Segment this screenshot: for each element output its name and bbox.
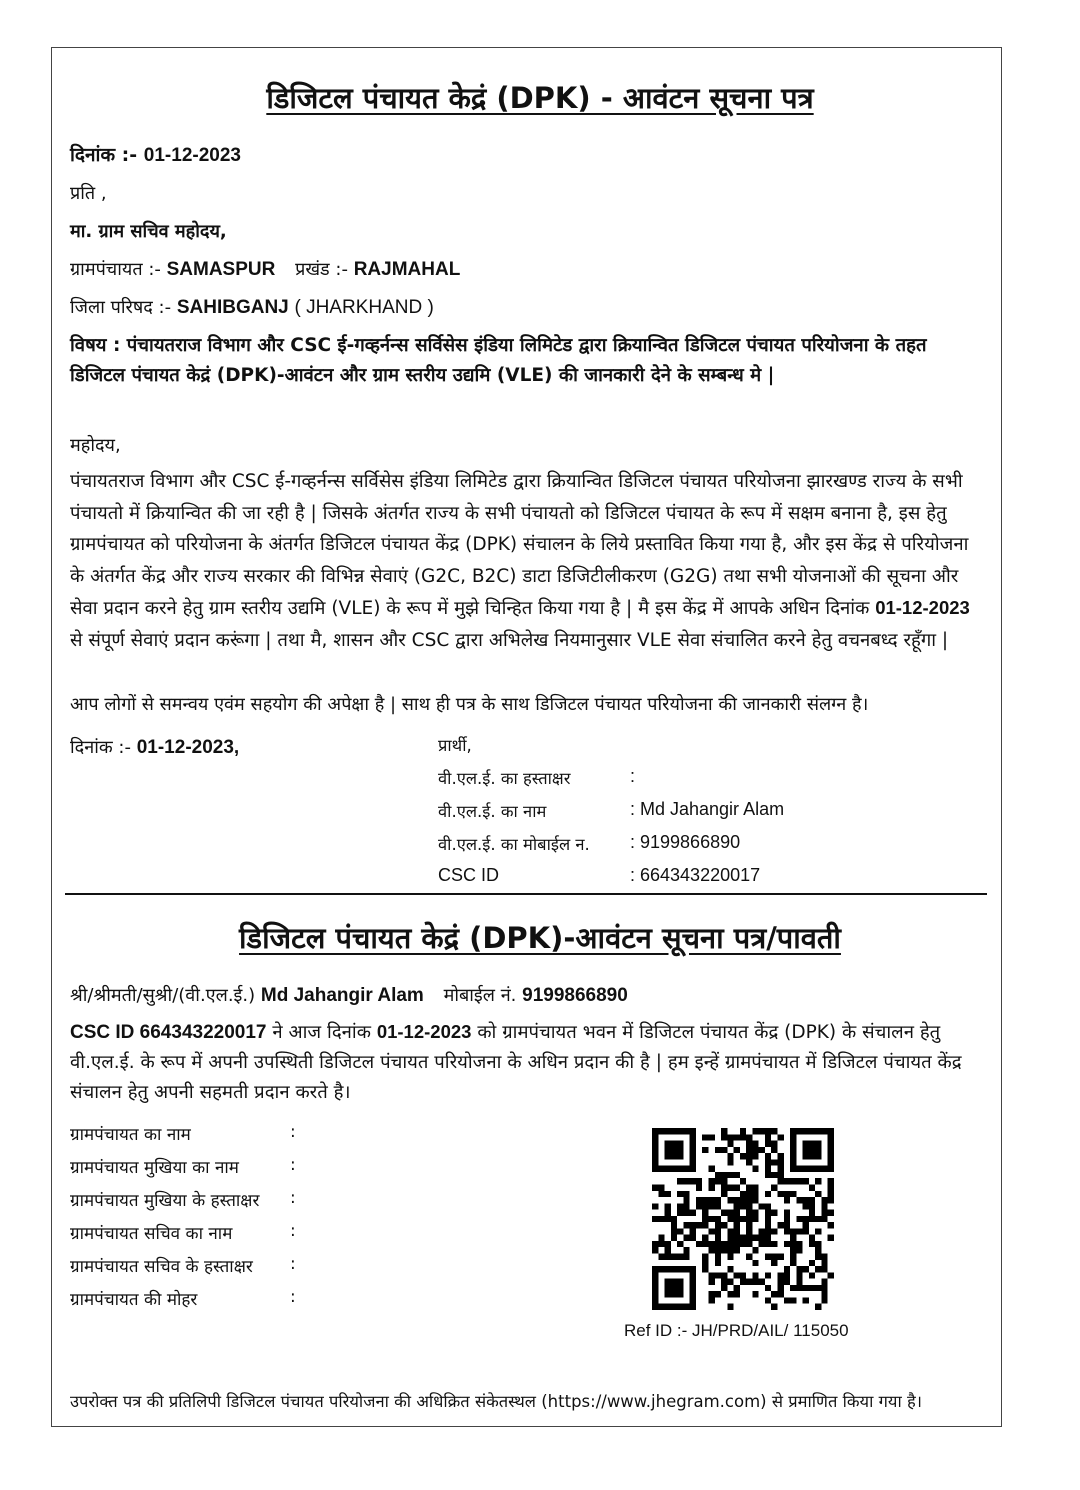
field-colon: : bbox=[290, 1155, 296, 1175]
date-label: दिनांक :- bbox=[70, 144, 138, 166]
honorific: श्री/श्रीमती/सुश्री/(वी.एल.ई.) bbox=[70, 985, 256, 1006]
vle-sign-label: वी.एल.ई. का हस्ताक्षर bbox=[438, 769, 571, 788]
mobile-label: मोबाईल नं. bbox=[443, 985, 517, 1006]
applicant-label: प्रार्थी, bbox=[438, 736, 472, 755]
gram-label: ग्रामपंचायत :- bbox=[70, 259, 161, 280]
receipt-title: डिजिटल पंचायत केद्रं (DPK)-आवंटन सूचना पत्र/पावती bbox=[239, 921, 841, 955]
body-date: 01-12-2023 bbox=[875, 597, 970, 618]
field-colon: : bbox=[290, 1287, 296, 1307]
ack-text-1: ने आज दिनांक bbox=[272, 1022, 371, 1043]
field-label: ग्रामपंचायत मुखिया का नाम bbox=[70, 1158, 239, 1178]
field-label: ग्रामपंचायत मुखिया के हस्ताक्षर bbox=[70, 1191, 260, 1211]
csc-id-label: CSC ID bbox=[438, 865, 500, 885]
field-label: ग्रामपंचायत की मोहर bbox=[70, 1290, 198, 1310]
sign-date-label: दिनांक :- bbox=[70, 737, 131, 758]
block-label: प्रखंड :- bbox=[295, 259, 348, 280]
gram-block-line bbox=[70, 257, 460, 281]
vle-name-label: वी.एल.ई. का नाम bbox=[438, 802, 547, 821]
body-text-2: से संपूर्ण सेवाएं प्रदान करूंगा | तथा मै, शासन और CSC द्वारा अभिलेख नियमानुसार VLE सेवा संचालित करने हेतु वचनबध्द रहूँगा | bbox=[70, 629, 949, 651]
gram-value: SAMASPUR bbox=[166, 259, 276, 280]
ack-text-2: को ग्रामपंचायत भवन में डिजिटल पंचायत केंद्र (DPK) के संचालन हेतु वी.एल.ई. के रूप में अपनी उपस्थिती डिजिटल पंचायत परियोजना के अधिन प्रदान की है | हम इन्हें ग्रामपंचायत में डिजिटल पंचायत केंद्र संचालन हेतु अपनी सहमती प्रदान करते है। bbox=[70, 1022, 962, 1103]
district-line bbox=[70, 295, 434, 319]
district-value: SAHIBGANJ bbox=[176, 297, 289, 318]
vle-name: Md Jahangir Alam bbox=[260, 985, 424, 1006]
csc-id-value: : 664343220017 bbox=[630, 865, 761, 885]
mobile-value: 9199866890 bbox=[522, 985, 628, 1006]
vle-mobile-label: वी.एल.ई. का मोबाईल न. bbox=[438, 835, 590, 854]
section-divider bbox=[65, 893, 987, 895]
vle-sign-value: : bbox=[630, 766, 636, 786]
sign-date bbox=[70, 735, 239, 759]
ref-id: Ref ID :- JH/PRD/AIL/ 115050 bbox=[624, 1321, 849, 1340]
acknowledgement-text bbox=[70, 1017, 988, 1108]
body-text-1: पंचायतराज विभाग और CSC ई-गव्हर्नन्स सर्विसेस इंडिया लिमिटेड द्वारा क्रियान्वित डिजिटल पंचायत परियोजना झारखण्ड राज्य के सभी पंचायतो में क्रियान्वित की जा रही है | जिसके अंतर्गत राज्य के सभी पंचायतो को डिजिटल पंचायत के रूप में सक्षम बनाना है, इस हेतु ग्रामपंचायत को परियोजना के अंतर्गत डिजिटल पंचायत केंद्र (DPK) संचालन के लिये प्रस्तावित किया गया है, और इस केंद्र से परियोजना के अंतर्गत केंद्र और राज्य सरकार की विभिन्न सेवाएं (G2C, B2C) डाटा डिजिटीलीकरण (G2G) तथा सभी योजनाओं की सूचना और सेवा प्रदान करने हेतु ग्राम स्तरीय उद्यमि (VLE) के रूप में मुझे चिन्हित किया गया है | मै इस केंद्र में आपके अधिन दिनांक bbox=[70, 471, 969, 619]
date-value: 01-12-2023 bbox=[143, 145, 241, 166]
addressee: मा. ग्राम सचिव महोदय, bbox=[70, 221, 227, 242]
ack-csc-id: CSC ID 664343220017 bbox=[70, 1022, 267, 1043]
field-label: ग्रामपंचायत का नाम bbox=[70, 1125, 191, 1145]
letter-subject: विषय : पंचायतराज विभाग और CSC ई-गव्हर्नन्स सर्विसेस इंडिया लिमिटेड द्वारा क्रियान्वित डिजिटल पंचायत परियोजना के तहत डिजिटल पंचायत केद्रं (DPK)-आवंटन और ग्राम स्तरीय उद्यमि (VLE) की जानकारी देने के सम्बन्ध मे | bbox=[70, 335, 927, 386]
footer-note: उपरोक्त पत्र की प्रतिलिपी डिजिटल पंचायत परियोजना की अधिक्रित संकेतस्थल (https://www.jhegram.com) से प्रमाणित किया गया है। bbox=[70, 1392, 923, 1411]
field-colon: : bbox=[290, 1254, 296, 1274]
letter-title: डिजिटल पंचायत केद्रं (DPK) - आवंटन सूचना पत्र bbox=[266, 81, 814, 115]
vle-name-value: : Md Jahangir Alam bbox=[630, 799, 785, 819]
field-label: ग्रामपंचायत सचिव के हस्ताक्षर bbox=[70, 1257, 253, 1277]
field-colon: : bbox=[290, 1221, 296, 1241]
state-value: ( JHARKHAND ) bbox=[294, 297, 434, 318]
field-colon: : bbox=[290, 1188, 296, 1208]
block-value: RAJMAHAL bbox=[353, 259, 461, 280]
to-line: प्रति , bbox=[70, 183, 107, 204]
letter-body bbox=[70, 466, 988, 656]
vle-identity-line bbox=[70, 983, 628, 1007]
salutation: महोदय, bbox=[70, 435, 121, 456]
sign-date-value: 01-12-2023, bbox=[136, 737, 240, 758]
qr-code-icon bbox=[652, 1128, 834, 1310]
ack-date: 01-12-2023 bbox=[376, 1021, 472, 1042]
field-label: ग्रामपंचायत सचिव का नाम bbox=[70, 1224, 233, 1244]
field-colon: : bbox=[290, 1122, 296, 1142]
district-label: जिला परिषद :- bbox=[70, 297, 172, 318]
letter-date bbox=[70, 141, 241, 167]
closing-line: आप लोगों से समन्वय एवंम सहयोग की अपेक्षा है | साथ ही पत्र के साथ डिजिटल पंचायत परियोजना की जानकारी संलग्न है। bbox=[70, 694, 869, 715]
vle-mobile-value: : 9199866890 bbox=[630, 832, 741, 852]
